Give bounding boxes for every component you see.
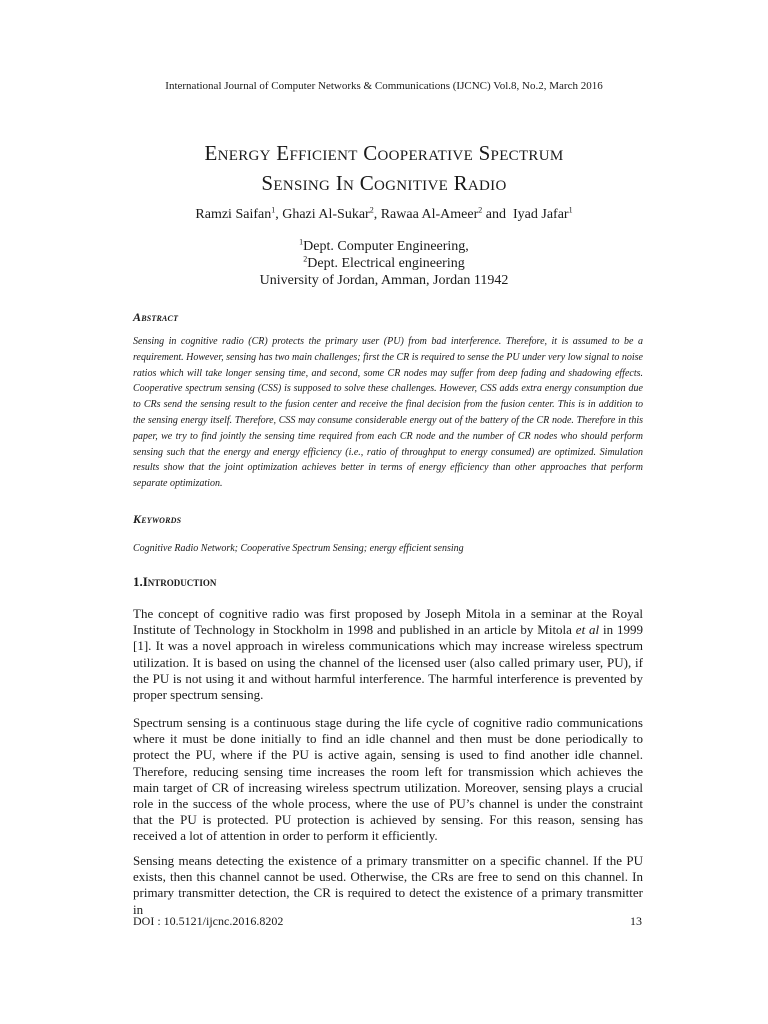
affiliation-line-1: $^1$Dept. Computer Engineering, bbox=[299, 237, 469, 254]
author-separator: and bbox=[482, 207, 513, 222]
abstract-heading: Abstract bbox=[133, 310, 179, 324]
author-name: Rawaa Al-Ameer bbox=[380, 207, 479, 222]
paper-title-line-1: Energy Efficient Cooperative Spectrum bbox=[204, 141, 564, 165]
keywords-text: Cognitive Radio Network; Cooperative Spectrum Sensing; energy efficient sensing bbox=[133, 543, 464, 554]
introduction-heading: 1.Introduction bbox=[133, 574, 217, 589]
author-separator: , bbox=[275, 207, 283, 222]
intro-paragraph-2: Spectrum sensing is a continuous stage during the life cycle of cognitive radio communications where it must be done initially to find an idle channel and then must be done periodically to protect the PU, where if the PU is active again, sensing is used to find another idle channel. Therefore, reducing sensing time increases the room left for transmission which achieves the main target of CR of increasing wireless spectrum utilization. Moreover, sensing plays a crucial role in the success of the whole process, where the use of PU’s channel is under the constraint that the PU is protected. PU protection is achieved by sensing. For this reason, sensing has received a lot of attention in order to perform it efficiently. bbox=[133, 715, 643, 844]
author-affiliation-mark: 1 bbox=[568, 205, 573, 215]
paper-title bbox=[0, 138, 768, 198]
author-affiliation-mark: 1 bbox=[271, 205, 276, 215]
author-name: Ghazi Al-Sukar bbox=[282, 207, 370, 222]
author-affiliation-mark: 2 bbox=[369, 205, 374, 215]
author-separator: , bbox=[373, 207, 381, 222]
keywords-heading: Keywords bbox=[133, 512, 182, 526]
footer-doi: DOI : 10.5121/ijcnc.2016.8202 bbox=[133, 914, 284, 928]
journal-header: International Journal of Computer Networks & Communications (IJCNC) Vol.8, No.2, March 2016 bbox=[165, 80, 603, 92]
intro-paragraph-3: Sensing means detecting the existence of a primary transmitter on a specific channel. If the PU exists, then this channel cannot be used. Otherwise, the CRs are free to send on this channel. In primary transmitter detection, the CR is required to detect the existence of a primary transmitter in bbox=[133, 853, 643, 917]
abstract-text: Sensing in cognitive radio (CR) protects the primary user (PU) from bad interference. Therefore, it is assumed to be a requirement. However, sensing has two main challenges; first the CR is required to sense the PU under very low signal to noise ratios which will take longer sensing time, and second, some CR nodes may suffer from deep fading and shadowing effects. Cooperative spectrum sensing (CSS) is supposed to solve these challenges. However, CSS adds extra energy consumption due to CRs send the sensing result to the fusion center and receive the final decision from the fusion center. This is in addition to the sensing energy itself. Therefore, CSS may consume considerable energy out of the battery of the CR node. Therefore in this paper, we try to find jointly the sensing time required from each CR node and the number of CR nodes who should perform sensing such that the energy and energy efficiency (i.e., ratio of throughput to energy consumed) are optimized. Simulation results show that the joint optimization achieves better in terms of energy efficiency than other approaches that perform separate optimization. bbox=[133, 336, 643, 490]
footer-page-number: 13 bbox=[630, 914, 642, 928]
author-name: Iyad Jafar bbox=[513, 207, 569, 222]
author-name: Ramzi Saifan bbox=[195, 207, 272, 222]
paper-title-line-2: Sensing In Cognitive Radio bbox=[261, 171, 507, 195]
intro-paragraph-1: The concept of cognitive radio was first proposed by Joseph Mitola in a seminar at the Royal Institute of Technology in Stockholm in 1998 and published in an article by Mitola et al in 1999 [1]. It was a novel approach in wireless communications which may increase wireless spectrum utilization. It is based on using the channel of the licensed user (also called primary user, PU), if the PU is not using it and without harmful interference. The harmful interference is prevented by proper spectrum sensing. bbox=[133, 606, 643, 703]
author-affiliation-mark: 2 bbox=[478, 205, 483, 215]
affiliations bbox=[0, 238, 768, 289]
affiliation-line-3: University of Jordan, Amman, Jordan 11942 bbox=[259, 273, 509, 288]
affiliation-line-2: $^2$Dept. Electrical engineering bbox=[303, 254, 465, 271]
author-list bbox=[0, 207, 768, 223]
